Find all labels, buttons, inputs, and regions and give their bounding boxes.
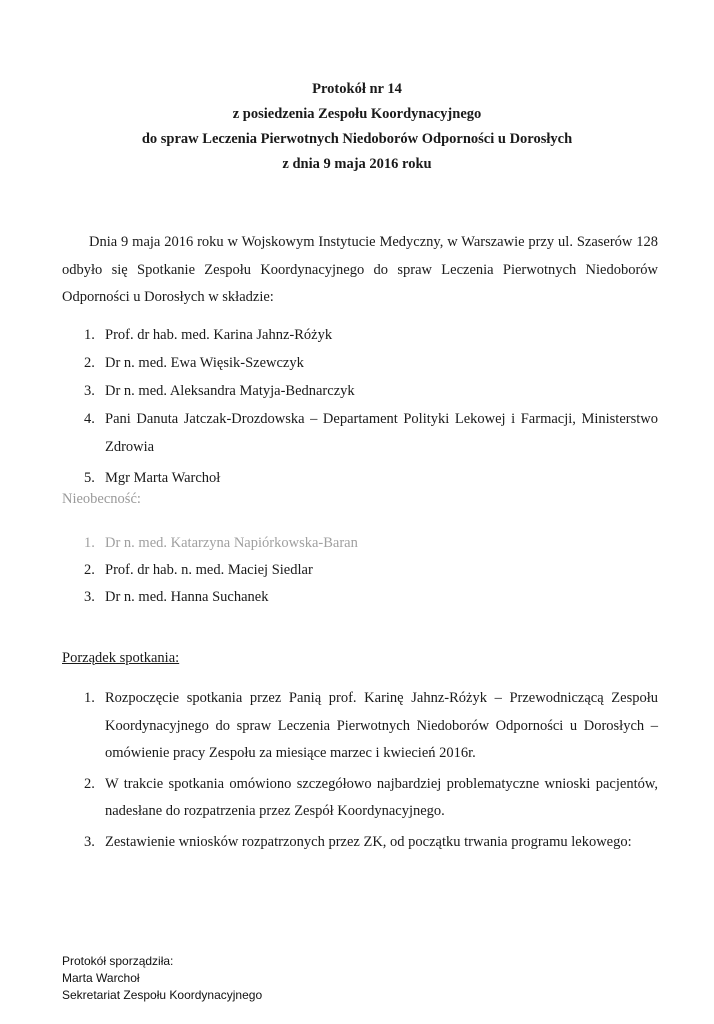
members-list: [62, 321, 658, 492]
list-item: [62, 557, 658, 584]
item-text: Dr n. med. Hanna Suchanek: [105, 589, 269, 605]
item-text: Dr n. med. Aleksandra Matyja-Bednarczyk: [105, 383, 355, 399]
item-number: 2.: [84, 775, 95, 792]
document-footer: [62, 953, 262, 1004]
item-number: 1.: [84, 690, 95, 706]
list-item: [62, 584, 658, 611]
item-number: 3.: [84, 383, 95, 399]
item-number: 3.: [84, 833, 95, 850]
item-text: W trakcie spotkania omówiono szczegółowo najbardziej problematyczne wnioski pacjentów, nadesłane do rozpatrzenia przez Zespół Koordynacyjnego.: [105, 775, 658, 819]
item-number: 1.: [84, 535, 95, 551]
title-line-4: z dnia 9 maja 2016 roku: [282, 156, 432, 172]
item-number: 2.: [84, 355, 95, 371]
item-text: Prof. dr hab. n. med. Maciej Siedlar: [105, 562, 313, 578]
list-item: [62, 349, 658, 377]
item-text: Pani Danuta Jatczak-Drozdowska – Departament Polityki Lekowej i Farmacji, Ministerstwo Zdrowia: [105, 411, 658, 455]
list-item: [62, 377, 658, 405]
item-text: Prof. dr hab. med. Karina Jahnz-Różyk: [105, 327, 333, 343]
list-item: [62, 685, 658, 768]
list-item: [62, 464, 658, 492]
title-line-2: z posiedzenia Zespołu Koordynacyjnego: [232, 106, 482, 122]
item-text: Dr n. med. Ewa Więsik-Szewczyk: [105, 355, 304, 371]
document-title: [0, 77, 714, 177]
title-line-1: Protokół nr 14: [312, 81, 402, 97]
item-text: Dr n. med. Katarzyna Napiórkowska-Baran: [105, 535, 358, 551]
agenda-heading: Porządek spotkania:: [62, 650, 180, 666]
footer-line-3: Sekretariat Zespołu Koordynacyjnego: [62, 988, 263, 1002]
list-item: [62, 530, 658, 557]
footer-line-1: Protokół sporządziła:: [62, 954, 174, 968]
list-item: [62, 771, 658, 826]
item-number: 2.: [84, 562, 95, 578]
intro-paragraph: [62, 229, 658, 312]
item-number: 4.: [84, 411, 95, 427]
agenda-list: [62, 685, 658, 859]
item-number: 3.: [84, 589, 95, 605]
item-number: 5.: [84, 470, 95, 486]
item-text: Zestawienie wniosków rozpatrzonych przez ZK, od początku trwania programu lekowego:: [105, 833, 632, 850]
absent-list: [62, 530, 658, 611]
list-item: [62, 321, 658, 349]
footer-line-2: Marta Warchoł: [62, 971, 140, 985]
list-item: [62, 829, 658, 857]
item-text: Mgr Marta Warchoł: [105, 470, 221, 486]
item-text: Rozpoczęcie spotkania przez Panią prof. Karinę Jahnz-Różyk – Przewodniczącą Zespołu Koordynacyjnego do spraw Leczenia Pierwotnych Niedoborów Odporności u Dorosłych – omówienie pracy Zespołu za miesiące marzec i kwiecień 2016r.: [105, 690, 658, 761]
absent-heading: Nieobecność:: [62, 491, 141, 507]
list-item: [62, 405, 658, 461]
item-number: 1.: [84, 327, 95, 343]
title-line-3: do spraw Leczenia Pierwotnych Niedoborów Odporności u Dorosłych: [141, 131, 573, 147]
intro-text: Dnia 9 maja 2016 roku w Wojskowym Instytucie Medyczny, w Warszawie przy ul. Szaserów 128 odbyło się Spotkanie Zespołu Koordynacyjnego do spraw Leczenia Pierwotnych Niedoborów Odporności u Dorosłych w składzie:: [62, 234, 658, 305]
